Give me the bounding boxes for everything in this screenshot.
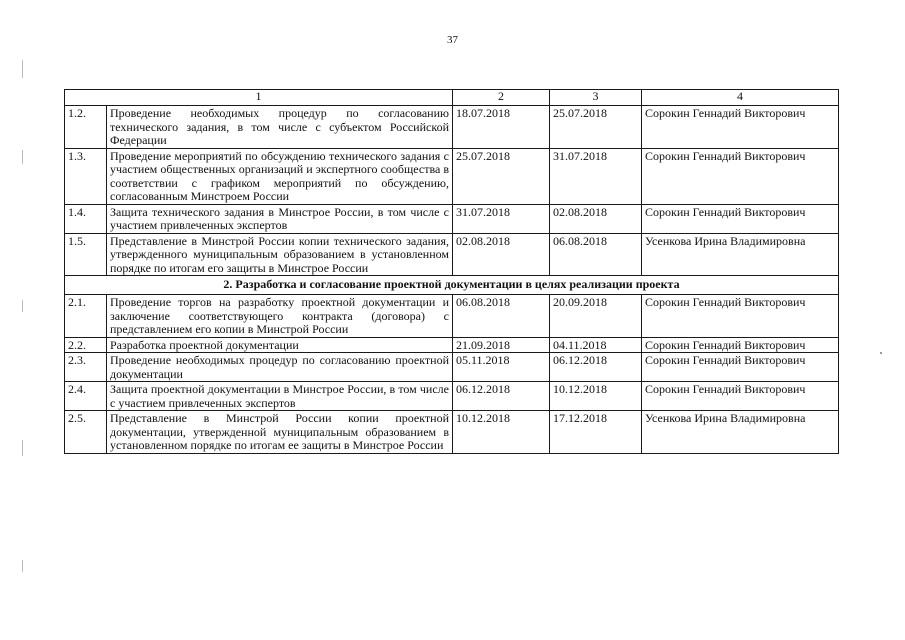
row-start-date: 02.08.2018 <box>453 233 550 276</box>
row-end-date: 02.08.2018 <box>550 204 642 233</box>
row-start-date: 10.12.2018 <box>453 411 550 454</box>
table-row <box>65 411 839 454</box>
row-number: 2.5. <box>65 411 107 454</box>
header-col-3: 3 <box>550 90 642 106</box>
row-number: 2.1. <box>65 295 107 338</box>
row-description: Защита проектной документации в Минстрое России, в том числе с участием привлеченных экспертов <box>107 382 453 411</box>
row-responsible: Сорокин Геннадий Викторович <box>642 382 839 411</box>
row-number: 2.4. <box>65 382 107 411</box>
row-start-date: 18.07.2018 <box>453 106 550 149</box>
table-row <box>65 204 839 233</box>
row-start-date: 25.07.2018 <box>453 148 550 204</box>
table-header-row <box>65 90 839 106</box>
scan-margin-mark <box>22 60 23 78</box>
row-end-date: 20.09.2018 <box>550 295 642 338</box>
row-responsible: Сорокин Геннадий Викторович <box>642 148 839 204</box>
row-number: 1.3. <box>65 148 107 204</box>
schedule-table <box>64 89 839 454</box>
row-start-date: 31.07.2018 <box>453 204 550 233</box>
row-end-date: 25.07.2018 <box>550 106 642 149</box>
row-description: Проведение необходимых процедур по согласованию технического задания, в том числе с субъектом Российской Федерации <box>107 106 453 149</box>
row-end-date: 10.12.2018 <box>550 382 642 411</box>
row-number: 2.2. <box>65 337 107 353</box>
row-description: Представление в Минстрой России копии проектной документации, утвержденной муниципальным образованием в установленном порядке по итогам ее защиты в Минстрое России <box>107 411 453 454</box>
row-start-date: 05.11.2018 <box>453 353 550 382</box>
scan-margin-mark <box>22 560 23 572</box>
scan-margin-mark <box>22 300 23 312</box>
row-description: Проведение мероприятий по обсуждению технического задания с участием общественных организаций и экспертного сообщества в соответствии с графиком мероприятий по обсуждению, согласованным Минстроем России <box>107 148 453 204</box>
header-col-1: 1 <box>65 90 453 106</box>
row-description: Представление в Минстрой России копии технического задания, утвержденного муниципальным образованием в установленном порядке по итогам его защиты в Минстрое России <box>107 233 453 276</box>
row-number: 1.2. <box>65 106 107 149</box>
page-number: 37 <box>447 34 458 46</box>
row-responsible: Усенкова Ирина Владимировна <box>642 233 839 276</box>
row-end-date: 06.12.2018 <box>550 353 642 382</box>
row-end-date: 06.08.2018 <box>550 233 642 276</box>
header-col-2: 2 <box>453 90 550 106</box>
row-end-date: 31.07.2018 <box>550 148 642 204</box>
row-responsible: Сорокин Геннадий Викторович <box>642 204 839 233</box>
section-2-title: 2. Разработка и согласование проектной документации в целях реализации проекта <box>65 276 839 295</box>
table-row <box>65 353 839 382</box>
scan-speck <box>880 352 882 354</box>
header-col-4: 4 <box>642 90 839 106</box>
table-row <box>65 106 839 149</box>
row-start-date: 06.08.2018 <box>453 295 550 338</box>
row-description: Разработка проектной документации <box>107 337 453 353</box>
table-row <box>65 382 839 411</box>
row-description: Проведение торгов на разработку проектной документации и заключение соответствующего контракта (договора) с представлением его копии в Минстрой России <box>107 295 453 338</box>
table-row <box>65 148 839 204</box>
section-heading-row <box>65 276 839 295</box>
row-responsible: Сорокин Геннадий Викторович <box>642 295 839 338</box>
row-responsible: Усенкова Ирина Владимировна <box>642 411 839 454</box>
row-responsible: Сорокин Геннадий Викторович <box>642 353 839 382</box>
row-number: 1.4. <box>65 204 107 233</box>
row-number: 2.3. <box>65 353 107 382</box>
scan-margin-mark <box>22 440 23 456</box>
table-row <box>65 233 839 276</box>
row-responsible: Сорокин Геннадий Викторович <box>642 337 839 353</box>
table-row <box>65 337 839 353</box>
row-start-date: 21.09.2018 <box>453 337 550 353</box>
scan-margin-mark <box>22 150 23 164</box>
row-start-date: 06.12.2018 <box>453 382 550 411</box>
row-description: Защита технического задания в Минстрое России, в том числе с участием привлеченных экспертов <box>107 204 453 233</box>
row-end-date: 17.12.2018 <box>550 411 642 454</box>
row-description: Проведение необходимых процедур по согласованию проектной документации <box>107 353 453 382</box>
row-number: 1.5. <box>65 233 107 276</box>
row-responsible: Сорокин Геннадий Викторович <box>642 106 839 149</box>
table-row <box>65 295 839 338</box>
row-end-date: 04.11.2018 <box>550 337 642 353</box>
